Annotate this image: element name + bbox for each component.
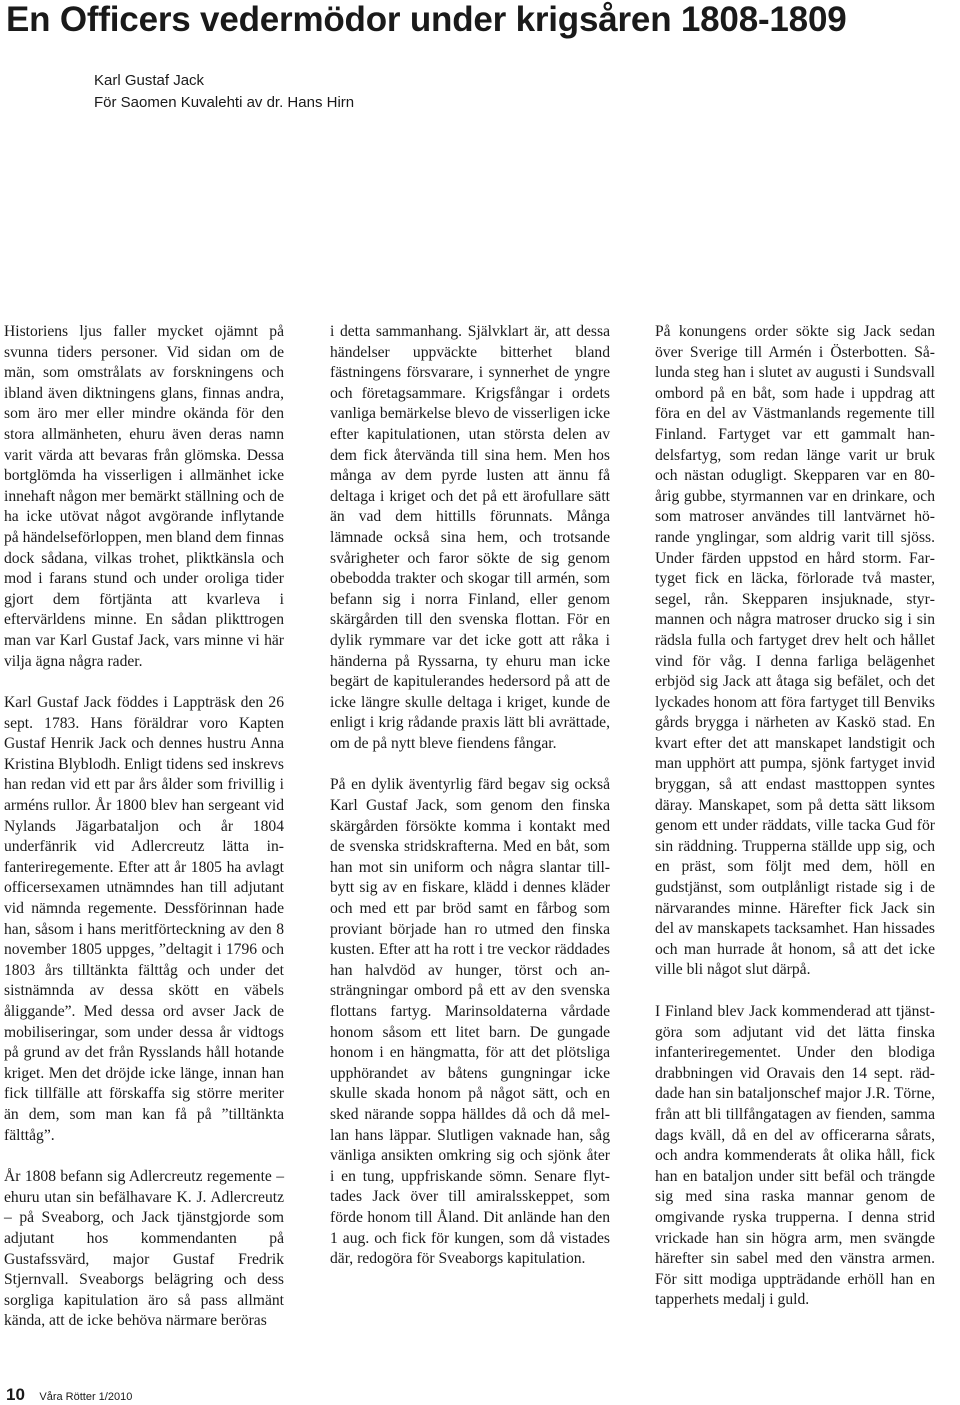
text-column-2 [330, 322, 610, 1270]
text-column-1 [4, 322, 284, 1332]
source-credit: För Saomen Kuvalehti av dr. Hans Hirn [94, 94, 355, 111]
text-column-3 [655, 322, 935, 1311]
paragraph: På en dylik äventyrlig färd begav sig också Karl Gustaf Jack, som genom den finska skärgården försökte komma i kontakt med de svenska stridskrafterna. Med en båt, som han mot sin uniform och några slantar tillbytt sig av en fiskare, klädd i dennes kläder och med ett par bröd samt en fårbog som proviant började han ro utmed den finska kusten. Efter att ha rott i tre veckor räddades han halvdöd av hunger, törst och ansträngningar ombord på ett av den svenska flottans fartyg. Marinsoldaterna vårdade honom såsom ett litet barn. De gungade honom i en hängmatta, för att det plötsliga upphörandet av båtens gungningar icke skulle skada honom på något sätt, och en sked närande soppa hälldes då och då mellan hans läppar. Slutligen vaknade han, såg vänliga ansikten omkring sig och sjönk åter i en tung, uppfriskande sömn. Senare flyttades Jack över till amiralsskeppet, som förde honom till Åland. Dit anlände han den 1 aug. och fick för kungen, som då vistades där, redogöra för Sveaborgs kapitulation. [330, 776, 610, 1268]
paragraph: I Finland blev Jack kommenderad att tjänstgöra som adjutant vid det lätta finska infanteriregementet. Under den blodiga drabbningen vid Oravais den 14 sept. räddade han sin bataljonschef major J.R. Törne, från att bli tillfångatagen av fienden, samma dags kväll, då en del av officerarna sårats, och andra kommenderats åt olika håll, fick han en bataljon under sitt befäl och trängde sig med sina raska mannar genom de omgivande ryska trupperna. I denna strid vrickade han sin högra arm, men svängde härefter sin sabel med den vänstra armen. För sitt modiga uppträdande erhöll han en tapperhets medalj i guld. [655, 1003, 935, 1309]
page-number: 10 [6, 1385, 25, 1404]
byline [94, 70, 354, 114]
paragraph: Karl Gustaf Jack föddes i Lappträsk den 26 sept. 1783. Hans föräldrar voro Kapten Gustaf Henrik Jack och dennes hustru Anna Kristina Blyblodh. Enligt tidens sed inskrevs han redan vid ett par års ålder som frivillig i arméns rullor. År 1800 blev han sergeant vid Nylands Jägarbataljon och år 1804 underfänrik vid Adlercreutz lätta infanteriregemente. Efter att år 1805 ha avlagt officersexamen utnämndes han till adjutant vid nämnda regemente. Dessförinnan hade han, såsom i hans meritförteckning av den 8 november 1805 uppges, ”deltagit i 1796 och 1803 års tilltänkta fälttåg och under det sistnämnda av dessa skött en väbels åliggande”. Med dessa ord avser Jack de mobiliseringar, som under dessa år vidtogs på grund av det från Rysslands håll hotande kriget. Men det dröjde icke länge, innan han fick tillfälle att förskaffa sig större meriter än dem, som man kan få på ”tilltänkta fälttåg”. [4, 694, 284, 1144]
page-footer [6, 1385, 132, 1405]
paragraph: Historiens ljus faller mycket ojämnt på svunna tiders personer. Vid sidan om de män, som omstrålats av forskningens och ibland även diktningens glans, finnas andra, som äro mer eller mindre okända för den stora allmänheten, ehuru även deras namn varit värda att bevaras från glömska. Dessa bortglömda ha visserligen i allmänhet icke innehaft någon mer bemärkt ställning och de ha icke utövat något avgörande inflytande på händelseförloppen, men bland dem finnas dock sådana, vilkas trohet, pliktkänsla och mod i farans stund och under oroliga tider gjort dem förtjänta att kvarleva i eftervärldens minne. En sådan plikttrogen man var Karl Gustaf Jack, vars minne vi här vilja ägna några rader. [4, 323, 284, 670]
author-name: Karl Gustaf Jack [94, 72, 205, 89]
paragraph: På konungens order sökte sig Jack sedan över Sverige till Armén i Österbotten. Sålunda steg han i slutet av augusti i Sundsvall ombord på en båt, som hade i uppdrag att föra en del av Västmanlands regemente till Finland. Fartyget var ett gammalt handelsfartyg, som redan länge varit ur bruk och nästan odugligt. Skepparen var en 80-årig gubbe, styrmannen var en drinkare, och som matroser användes till lantvärnet hörande ynglingar, som aldrig varit till sjöss. Under färden uppstod en hård storm. Fartyget fick en läcka, förlorade två master, segel, rån. Skepparen insjuknade, styrmannen och några matroser drucko sig i sin rädsla fulla och fartyget drev helt och hållet vind för våg. I denna farliga belägenhet erbjöd sig Jack att åtaga sig befälet, och det lyckades honom att föra fartyget till Benviks gårds brygga i närheten av Kaskö stad. En kvart efter det att manskapet landstigit och man upphört att pumpa, sjönk fartyget invid bryggan, så att endast masttoppen syntes däray. Manskapet, som på detta sätt liksom genom ett under räddats, ville tacka Gud för sin räddning. Trupperna ställde upp sig, och en präst, som följt med dem, höll en gudstjänst, som outplånligt ristade sig i de närvarandes minne. Härefter fick Jack sin del av manskapets tacksamhet. Han hissades och man hurrade åt honom, så att det icke ville bli något slut därpå. [655, 323, 935, 979]
paragraph: År 1808 befann sig Adlercreutz regemente – ehuru utan sin befälhavare K. J. Adlercreutz – på Sveaborg, och Jack tjänstgjorde som adjutant hos kommendanten på Gustafssvärd, major Gustaf Fredrik Stjernvall. Sveaborgs belägring och dess sorgliga kapitulation äro så pass allmänt kända, att de icke behöva närmare beröras [4, 1168, 284, 1330]
article-title: En Officers vedermödor under krigsåren 1808-1809 [6, 0, 847, 39]
paragraph: i detta sammanhang. Självklart är, att dessa händelser uppväckte bitterhet bland fästningens försvarare, i synnerhet de yngre och företagsammare. Krigsfångar i ordets vanliga bemärkelse blevo de visserligen icke efter kapitulationen, utan största delen av dem fick återvända till sina hem. Men hos många av dem pyrde lusten att ännu få deltaga i kriget och det på ett ärofullare sätt än vad dem hittills förunnats. Många lämnade också sina hem, och trotsande svårigheter och faror sökte de sig genom obebodda trakter och skogar till armén, som befann sig i norra Finland, eller genom skärgården till den svenska flottan. För en dylik rymmare var det icke gott att råka i händerna på Ryssarna, ty ehuru man icke begärt de kapitulerandes hedersord på att de icke längre skulle deltaga i kriget, kunde de enligt i krig rådande praxis lätt bli avrättade, om de på nytt bleve fiendens fångar. [330, 323, 610, 752]
journal-name: Våra Rötter 1/2010 [39, 1391, 133, 1403]
